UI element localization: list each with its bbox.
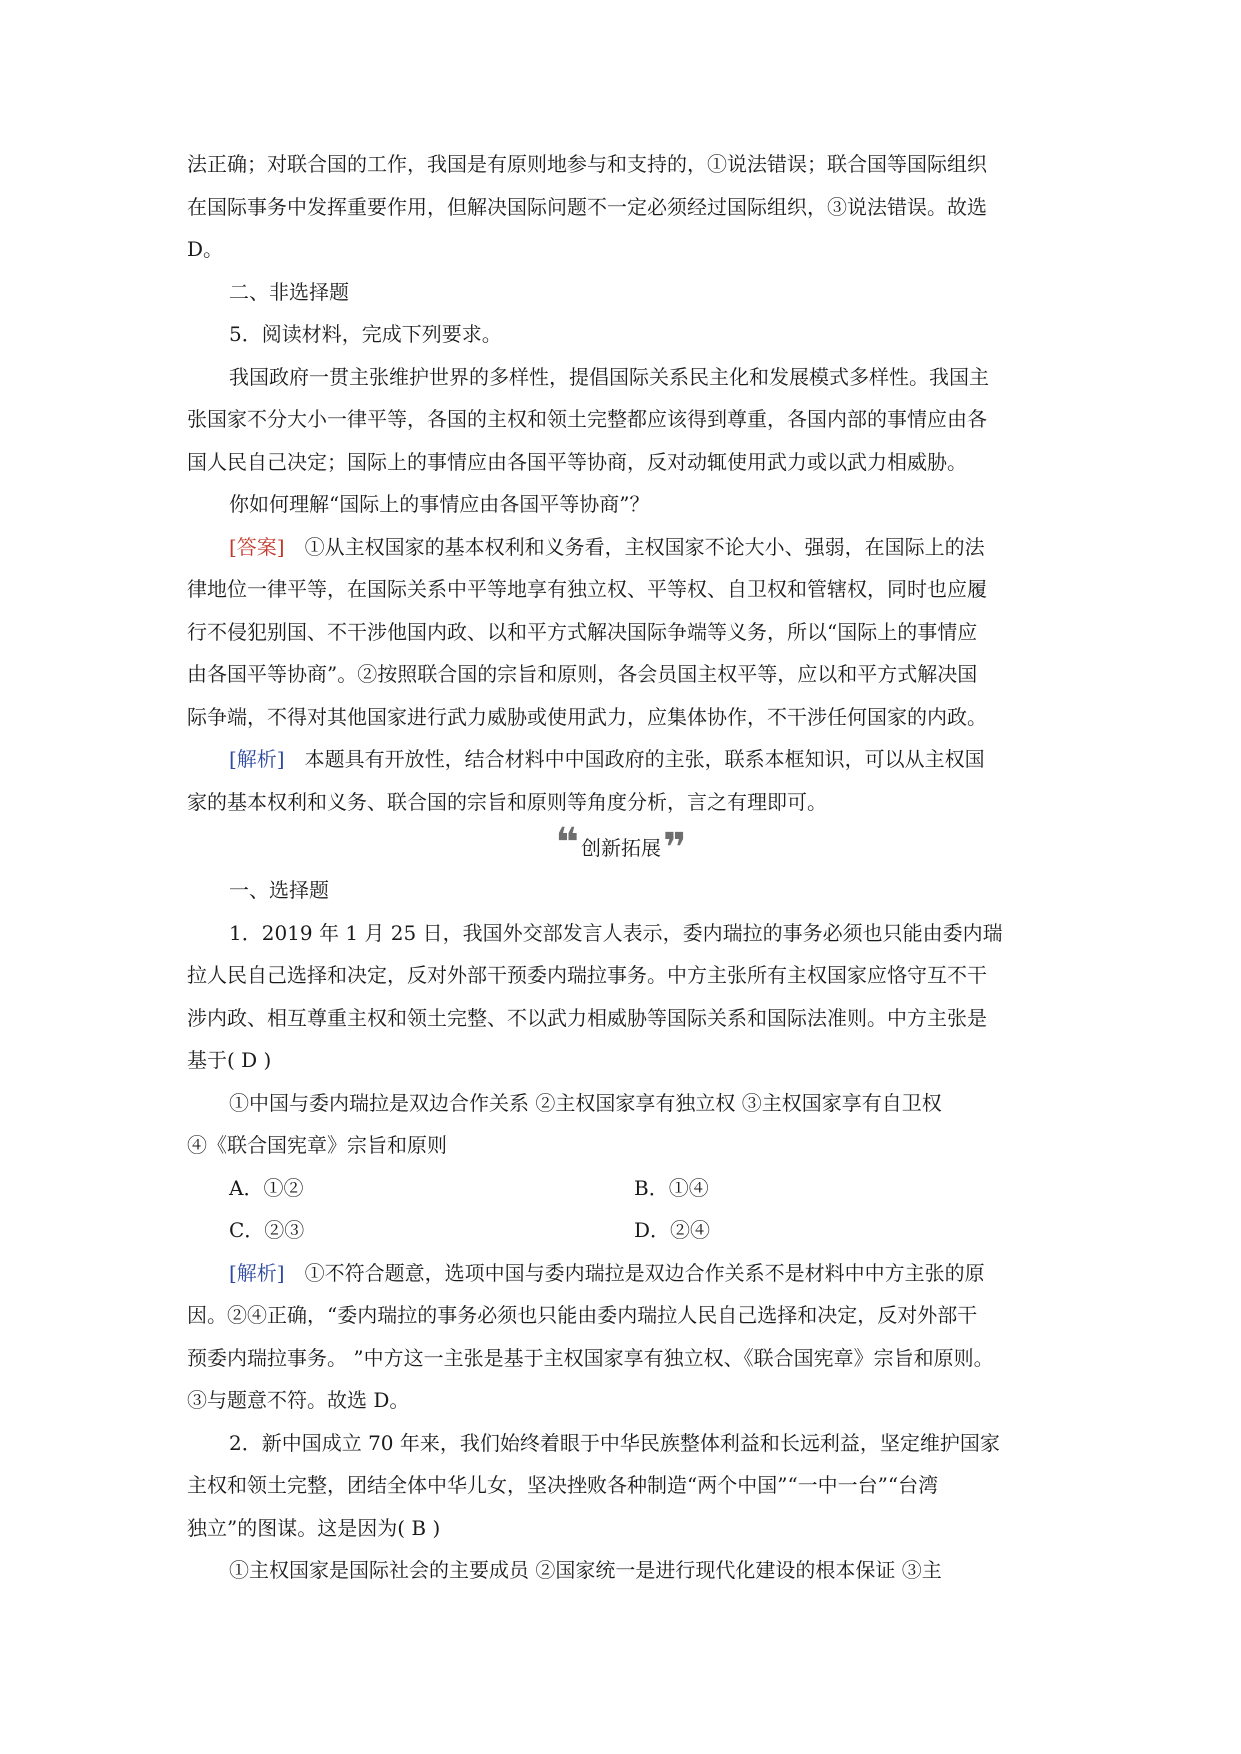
page-content	[187, 143, 1055, 1592]
option-b: B．①④	[634, 1175, 709, 1200]
section-banner	[187, 820, 1055, 871]
analysis-text: 本题具有开放性，结合材料中中国政府的主张，联系本框知识，可以从主权国	[304, 747, 985, 771]
question-5-material-line: 张国家不分大小一律平等，各国的主权和领土完整都应该得到尊重，各国内部的事情应由各	[187, 407, 987, 431]
question-5-answer-line: 由各国平等协商”。②按照联合国的宗旨和原则，各会员国主权平等，应以和平方式解决国	[187, 662, 978, 686]
text-line: 在国际事务中发挥重要作用，但解决国际问题不一定必须经过国际组织，③说法错误。故选	[187, 194, 987, 219]
question-5-material-line: 我国政府一贯主张维护世界的多样性，提倡国际关系民主化和发展模式多样性。我国主	[229, 364, 989, 389]
banner-title: 创新拓展	[581, 835, 661, 860]
question-2-stem-line: 2．新中国成立 70 年来，我们始终着眼于中华民族整体利益和长远利益，坚定维护国家	[229, 1430, 1000, 1455]
option-a: A．①②	[229, 1175, 304, 1200]
question-5-answer-line: 际争端，不得对其他国家进行武力威胁或使用武力，应集体协作，不干涉任何国家的内政。	[187, 704, 987, 729]
question-1-options-row	[187, 1209, 1055, 1252]
close-quote-icon: ❞	[663, 825, 687, 871]
option-d: D．②④	[634, 1218, 711, 1242]
question-1-stem-line: 1．2019 年 1 月 25 日，我国外交部发言人表示，委内瑞拉的事务必须也只能由委内瑞	[229, 920, 1003, 945]
question-5-answer-line: 律地位一律平等，在国际关系中平等地享有独立权、平等权、自卫权和管辖权，同时也应履	[187, 577, 987, 601]
question-1-statements-line: ①中国与委内瑞拉是双边合作关系 ②主权国家享有独立权 ③主权国家享有自卫权	[229, 1090, 942, 1115]
question-1-stem-line: 基于( D )	[187, 1048, 272, 1072]
analysis-tag: [解析]	[229, 1260, 285, 1285]
question-1-analysis-line: 因。②④正确，“委内瑞拉的事务必须也只能由委内瑞拉人民自己选择和决定，反对外部干	[187, 1303, 978, 1327]
question-5-analysis-line: 家的基本权利和义务、联合国的宗旨和原则等角度分析，言之有理即可。	[187, 789, 827, 814]
question-5-stem: 5．阅读材料，完成下列要求。	[229, 322, 502, 346]
open-quote-icon: ❝	[555, 820, 579, 866]
text-line: D。	[187, 237, 224, 261]
question-1-stem-line: 拉人民自己选择和决定，反对外部干预委内瑞拉事务。中方主张所有主权国家应恪守互不干	[187, 963, 987, 987]
question-1-analysis-line: ③与题意不符。故选 D。	[187, 1388, 410, 1412]
question-2-stem-line: 主权和领土完整，团结全体中华儿女，坚决挫败各种制造“两个中国”“一中一台”“台湾	[187, 1473, 939, 1497]
question-2-stem-line: 独立”的图谋。这是因为( B )	[187, 1515, 441, 1540]
section-heading-nonchoice: 二、非选择题	[229, 279, 349, 304]
option-c: C．②③	[229, 1218, 305, 1242]
answer-tag: [答案]	[229, 534, 285, 559]
question-5-prompt: 你如何理解“国际上的事情应由各国平等协商”？	[229, 492, 650, 516]
question-5-answer-line	[187, 526, 1055, 569]
question-1-options-row	[187, 1167, 1055, 1210]
answer-text: ①从主权国家的基本权利和义务看，主权国家不论大小、强弱，在国际上的法	[304, 534, 985, 559]
analysis-text: ①不符合题意，选项中国与委内瑞拉是双边合作关系不是材料中中方主张的原	[304, 1260, 985, 1285]
section-heading-choice: 一、选择题	[229, 878, 329, 902]
question-5-answer-line: 行不侵犯别国、不干涉他国内政、以和平方式解决国际争端等义务，所以“国际上的事情应	[187, 619, 978, 644]
text-line: 法正确；对联合国的工作，我国是有原则地参与和支持的，①说法错误；联合国等国际组织	[187, 152, 987, 176]
question-2-statements-line: ①主权国家是国际社会的主要成员 ②国家统一是进行现代化建设的根本保证 ③主	[229, 1558, 942, 1582]
question-1-statements-line: ④《联合国宪章》宗旨和原则	[187, 1133, 447, 1157]
question-5-analysis-line	[187, 738, 1055, 781]
question-1-analysis-line: 预委内瑞拉事务。 ”中方这一主张是基于主权国家享有独立权、《联合国宪章》宗旨和原则。	[187, 1345, 994, 1370]
question-5-material-line: 国人民自己决定；国际上的事情应由各国平等协商，反对动辄使用武力或以武力相威胁。	[187, 449, 967, 474]
question-1-stem-line: 涉内政、相互尊重主权和领土完整、不以武力相威胁等国际关系和国际法准则。中方主张是	[187, 1005, 987, 1030]
analysis-tag: [解析]	[229, 747, 285, 771]
question-1-analysis-line	[187, 1252, 1055, 1295]
